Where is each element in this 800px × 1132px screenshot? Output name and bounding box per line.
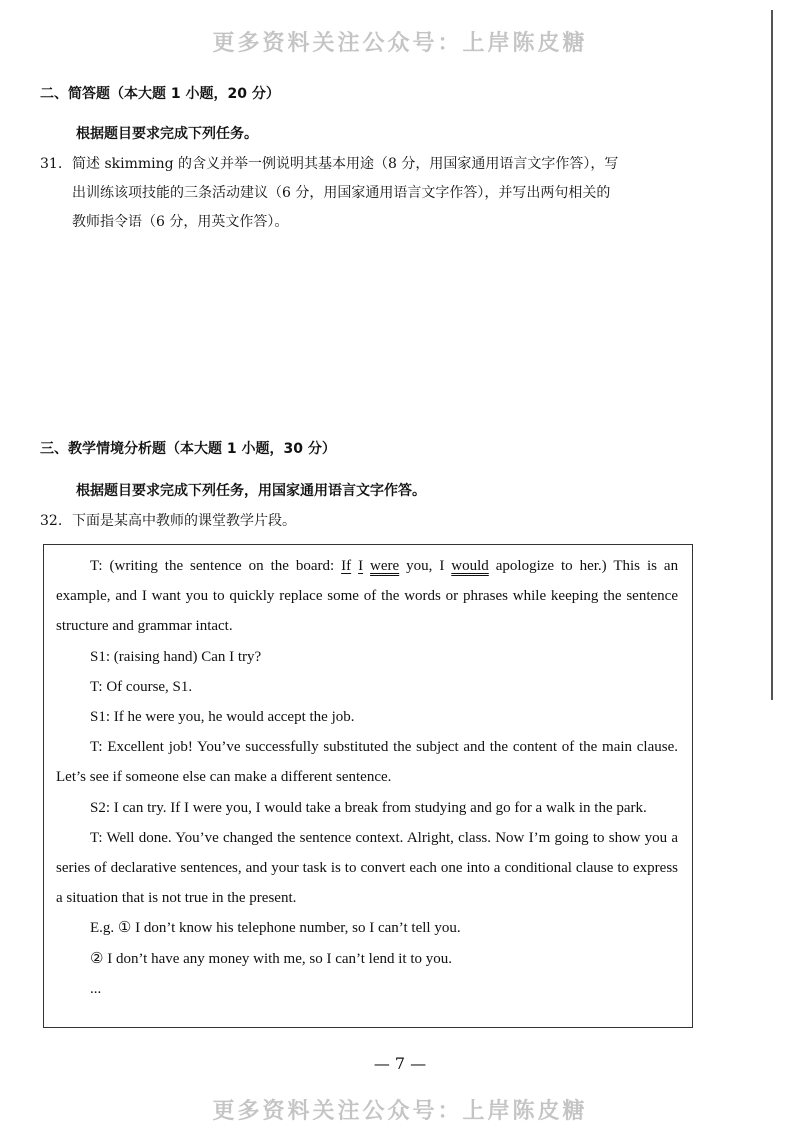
dialogue-line-student2: S2: I can try. If I were you, I would take a break from studying and go for a walk in the park. (90, 799, 647, 816)
question-31-line-2: 出训练该项技能的三条活动建议（6 分，用国家通用语言文字作答），并写出两句相关的 (72, 185, 611, 201)
section-2-instruction: 根据题目要求完成下列任务。 (76, 126, 258, 142)
section-3-title: 三、教学情境分析题（本大题 1 小题，30 分） (40, 441, 336, 457)
dialogue-line-teacher-3: T: Excellent job! You’ve successfully substituted the subject and the content of the main clause. Let’s see if someone else can make a different sentence. (56, 739, 678, 786)
dialogue-line-teacher-1: T: (writing the sentence on the board: If I were you, I would apologize to her.) This is an example, and I want you to quickly replace some of the words or phrases while keeping the sentence structure and grammar intact. (56, 558, 679, 635)
double-underlined-would: would (451, 558, 489, 574)
underlined-i: I (358, 558, 364, 574)
dialogue-line-student1-1: S1: (raising hand) Can I try? (90, 648, 262, 665)
watermark-bottom: 更多资料关注公众号：上岸陈皮糖 (212, 1099, 588, 1124)
classroom-dialogue-box (43, 544, 693, 1028)
question-31-number: 31. (40, 156, 63, 172)
watermark-top: 更多资料关注公众号：上岸陈皮糖 (212, 31, 588, 56)
dialogue-line-student1-2: S1: If he were you, he would accept the job. (90, 709, 355, 726)
question-32-text: 下面是某高中教师的课堂教学片段。 (72, 513, 296, 529)
example-label: E.g. (90, 920, 115, 937)
question-31-line-1: 31. 简述 skimming 的含义并举一例说明其基本用途（8 分，用国家通用语言文字作答），写 (40, 150, 700, 179)
margin-rule (771, 10, 773, 700)
page-number: — 7 — (373, 1054, 427, 1073)
question-32 (40, 507, 700, 536)
underlined-if: If (341, 558, 352, 574)
dialogue-line-teacher-2: T: Of course, S1. (90, 678, 193, 695)
question-32-number: 32. (40, 513, 63, 529)
dialogue-line-teacher-4: T: Well done. You’ve changed the sentence context. Alright, class. Now I’m going to show you a series of declarative sentences, and your task is to convert each one into a conditional clause to express a situation that is not true in the present. (56, 829, 678, 907)
double-underlined-were: were (370, 558, 400, 574)
question-31-line-3: 教师指令语（6 分，用英文作答）。 (72, 214, 289, 230)
example-2: ② I don’t have any money with me, so I can’t lend it to you. (90, 950, 452, 967)
section-3-instruction: 根据题目要求完成下列任务，用国家通用语言文字作答。 (76, 483, 426, 499)
example-1: E.g. ① I don’t know his telephone number, so I can’t tell you. (90, 920, 461, 937)
dialogue-ellipsis: ... (90, 980, 102, 997)
question-31 (40, 150, 700, 237)
section-2-title: 二、简答题（本大题 1 小题，20 分） (40, 86, 280, 102)
